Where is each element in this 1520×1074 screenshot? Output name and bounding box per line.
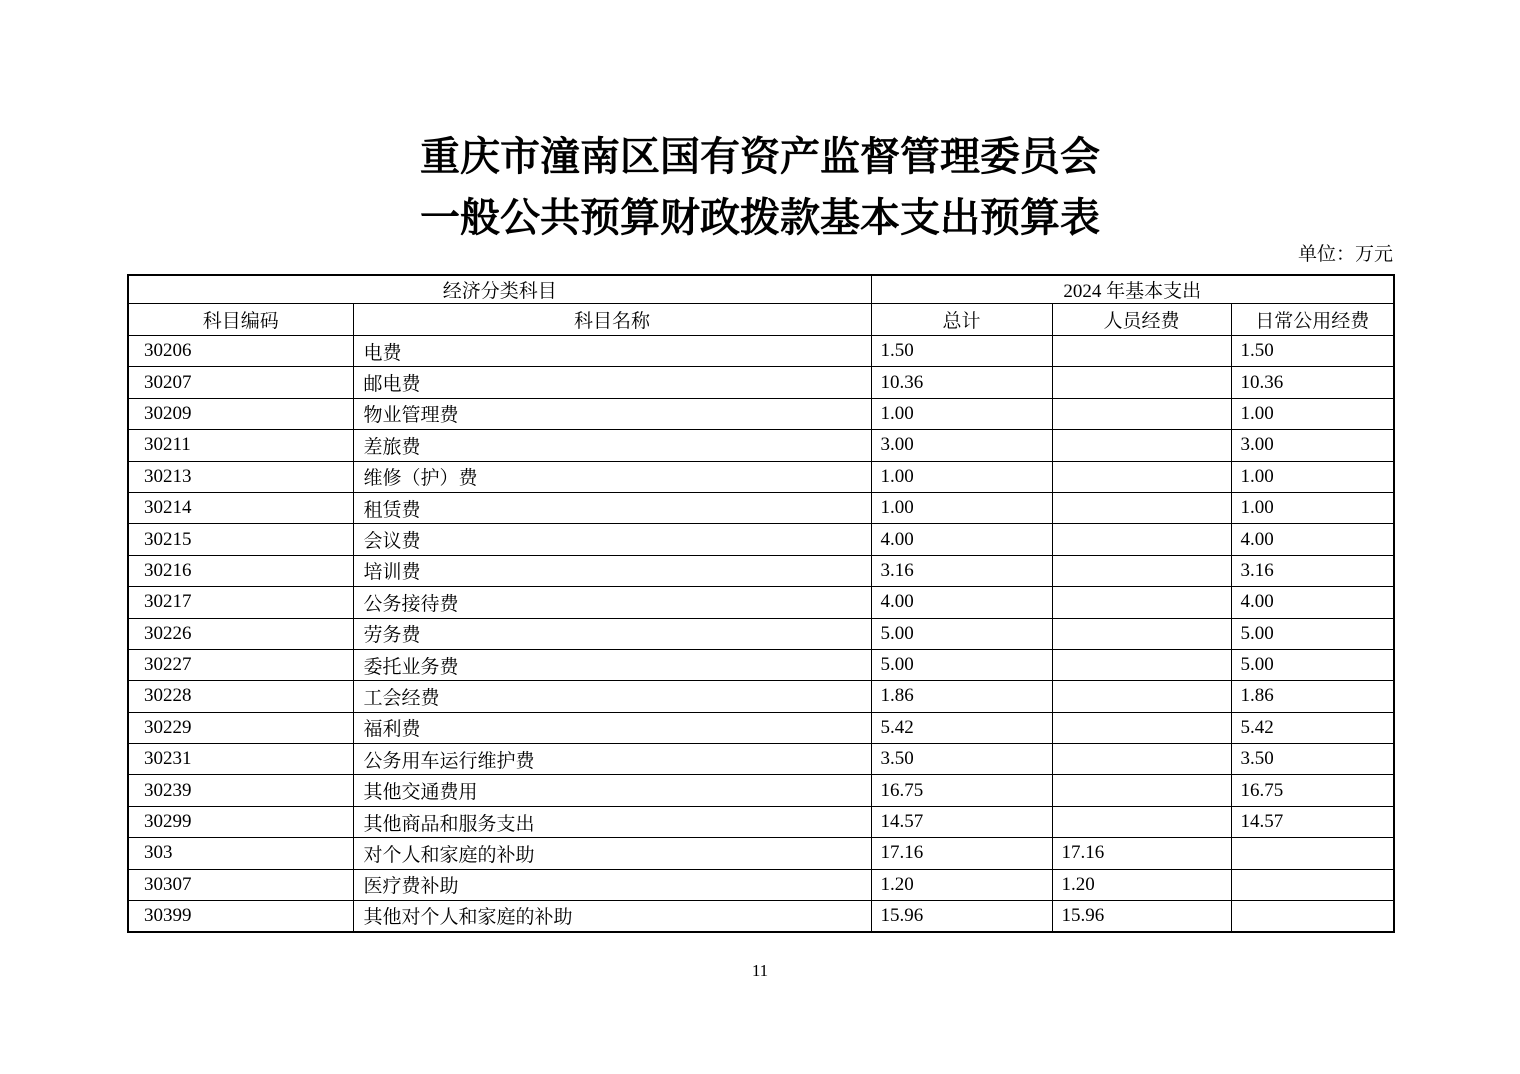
total-value: 3.16 <box>871 555 1052 586</box>
subject-code: 30239 <box>128 775 353 806</box>
table-row <box>128 806 1394 837</box>
unit-note: 单位：万元 <box>1297 244 1393 265</box>
table-row <box>128 398 1394 429</box>
subject-name: 会议费 <box>353 524 871 555</box>
total-value: 1.50 <box>871 336 1052 367</box>
table-row <box>128 367 1394 398</box>
total-value: 5.00 <box>871 618 1052 649</box>
total-value: 4.00 <box>871 524 1052 555</box>
subject-name: 邮电费 <box>353 367 871 398</box>
personnel-value <box>1052 649 1231 680</box>
table-row <box>128 775 1394 806</box>
column-header-subject-name: 科目名称 <box>353 304 871 336</box>
personnel-value <box>1052 524 1231 555</box>
column-header-personnel-funds: 人员经费 <box>1052 304 1231 336</box>
daily-value: 1.00 <box>1231 492 1394 523</box>
subject-code: 30227 <box>128 649 353 680</box>
daily-value: 5.42 <box>1231 712 1394 743</box>
table-row <box>128 555 1394 586</box>
subject-code: 30216 <box>128 555 353 586</box>
personnel-value <box>1052 587 1231 618</box>
daily-value: 14.57 <box>1231 806 1394 837</box>
personnel-value: 17.16 <box>1052 838 1231 869</box>
subject-code: 30229 <box>128 712 353 743</box>
daily-value: 1.00 <box>1231 461 1394 492</box>
column-header-subject-code: 科目编码 <box>128 304 353 336</box>
table-row <box>128 492 1394 523</box>
column-header-daily-public-funds: 日常公用经费 <box>1231 304 1394 336</box>
subject-code: 30226 <box>128 618 353 649</box>
column-header-total: 总计 <box>871 304 1052 336</box>
daily-value <box>1231 838 1394 869</box>
total-value: 15.96 <box>871 901 1052 932</box>
subject-code: 30209 <box>128 398 353 429</box>
total-value: 1.86 <box>871 681 1052 712</box>
daily-value: 3.16 <box>1231 555 1394 586</box>
table-row <box>128 524 1394 555</box>
personnel-value <box>1052 398 1231 429</box>
total-value: 5.00 <box>871 649 1052 680</box>
table-row <box>128 681 1394 712</box>
daily-value: 4.00 <box>1231 587 1394 618</box>
subject-name: 其他对个人和家庭的补助 <box>353 901 871 932</box>
subject-name: 工会经费 <box>353 681 871 712</box>
subject-name: 劳务费 <box>353 618 871 649</box>
total-value: 3.00 <box>871 430 1052 461</box>
table-header-group-row <box>128 275 1394 304</box>
subject-name: 电费 <box>353 336 871 367</box>
daily-value: 5.00 <box>1231 618 1394 649</box>
table-row <box>128 712 1394 743</box>
daily-value: 16.75 <box>1231 775 1394 806</box>
subject-code: 30299 <box>128 806 353 837</box>
subject-name: 医疗费补助 <box>353 869 871 900</box>
table-row <box>128 336 1394 367</box>
total-value: 4.00 <box>871 587 1052 618</box>
subject-name: 差旅费 <box>353 430 871 461</box>
subject-code: 30307 <box>128 869 353 900</box>
personnel-value <box>1052 336 1231 367</box>
subject-name: 维修（护）费 <box>353 461 871 492</box>
document-title-line2: 一般公共预算财政拨款基本支出预算表 <box>420 196 1100 240</box>
subject-name: 公务接待费 <box>353 587 871 618</box>
daily-value <box>1231 901 1394 932</box>
total-value: 10.36 <box>871 367 1052 398</box>
total-value: 1.00 <box>871 461 1052 492</box>
subject-name: 其他商品和服务支出 <box>353 806 871 837</box>
total-value: 3.50 <box>871 744 1052 775</box>
daily-value: 4.00 <box>1231 524 1394 555</box>
subject-name: 其他交通费用 <box>353 775 871 806</box>
subject-code: 30207 <box>128 367 353 398</box>
subject-name: 培训费 <box>353 555 871 586</box>
personnel-value <box>1052 744 1231 775</box>
table-row <box>128 461 1394 492</box>
personnel-value: 15.96 <box>1052 901 1231 932</box>
subject-name: 委托业务费 <box>353 649 871 680</box>
personnel-value <box>1052 461 1231 492</box>
table-row <box>128 618 1394 649</box>
subject-name: 物业管理费 <box>353 398 871 429</box>
header-group-2024-basic-expenditure: 2024 年基本支出 <box>871 275 1394 304</box>
personnel-value <box>1052 492 1231 523</box>
subject-code: 30206 <box>128 336 353 367</box>
header-group-economic-classification: 经济分类科目 <box>128 275 871 304</box>
table-header-columns-row <box>128 304 1394 336</box>
personnel-value <box>1052 367 1231 398</box>
subject-name: 租赁费 <box>353 492 871 523</box>
daily-value: 1.86 <box>1231 681 1394 712</box>
subject-code: 30211 <box>128 430 353 461</box>
daily-value <box>1231 869 1394 900</box>
personnel-value <box>1052 806 1231 837</box>
personnel-value <box>1052 618 1231 649</box>
table-row <box>128 587 1394 618</box>
total-value: 17.16 <box>871 838 1052 869</box>
total-value: 1.00 <box>871 398 1052 429</box>
document-title-line1: 重庆市潼南区国有资产监督管理委员会 <box>420 135 1100 179</box>
personnel-value <box>1052 430 1231 461</box>
subject-code: 30231 <box>128 744 353 775</box>
subject-code: 30399 <box>128 901 353 932</box>
personnel-value: 1.20 <box>1052 869 1231 900</box>
subject-code: 30215 <box>128 524 353 555</box>
budget-table <box>127 274 1395 933</box>
table-row <box>128 430 1394 461</box>
daily-value: 1.50 <box>1231 336 1394 367</box>
total-value: 1.20 <box>871 869 1052 900</box>
table-row <box>128 901 1394 932</box>
daily-value: 3.00 <box>1231 430 1394 461</box>
personnel-value <box>1052 555 1231 586</box>
subject-name: 福利费 <box>353 712 871 743</box>
subject-name: 对个人和家庭的补助 <box>353 838 871 869</box>
subject-code: 30228 <box>128 681 353 712</box>
total-value: 16.75 <box>871 775 1052 806</box>
daily-value: 1.00 <box>1231 398 1394 429</box>
daily-value: 3.50 <box>1231 744 1394 775</box>
subject-code: 30217 <box>128 587 353 618</box>
table-row <box>128 838 1394 869</box>
personnel-value <box>1052 712 1231 743</box>
subject-name: 公务用车运行维护费 <box>353 744 871 775</box>
daily-value: 5.00 <box>1231 649 1394 680</box>
subject-code: 30214 <box>128 492 353 523</box>
table-row <box>128 869 1394 900</box>
subject-code: 303 <box>128 838 353 869</box>
personnel-value <box>1052 775 1231 806</box>
table-row <box>128 744 1394 775</box>
daily-value: 10.36 <box>1231 367 1394 398</box>
total-value: 1.00 <box>871 492 1052 523</box>
personnel-value <box>1052 681 1231 712</box>
total-value: 5.42 <box>871 712 1052 743</box>
page-number: 11 <box>751 960 769 980</box>
total-value: 14.57 <box>871 806 1052 837</box>
table-row <box>128 649 1394 680</box>
subject-code: 30213 <box>128 461 353 492</box>
